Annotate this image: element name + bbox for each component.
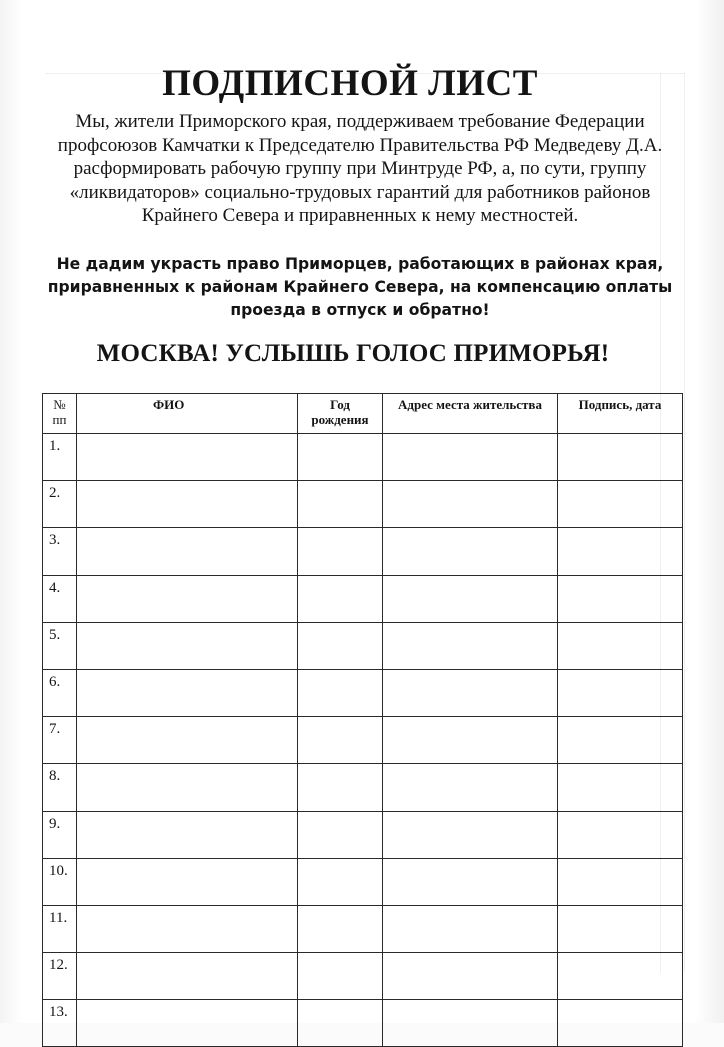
- row-number: 4.: [43, 575, 77, 622]
- signature-cell[interactable]: [558, 528, 683, 575]
- fio-cell[interactable]: [77, 481, 298, 528]
- header-signature: Подпись, дата: [558, 394, 683, 434]
- signature-cell[interactable]: [558, 575, 683, 622]
- birth-year-cell[interactable]: [298, 575, 383, 622]
- birth-year-cell[interactable]: [298, 717, 383, 764]
- row-number: 12.: [43, 953, 77, 1000]
- row-number: 7.: [43, 717, 77, 764]
- address-cell[interactable]: [383, 434, 558, 481]
- address-cell[interactable]: [383, 1000, 558, 1047]
- birth-year-cell[interactable]: [298, 669, 383, 716]
- fio-cell[interactable]: [77, 1000, 298, 1047]
- fio-cell[interactable]: [77, 717, 298, 764]
- table-row: [43, 905, 683, 952]
- signature-cell[interactable]: [558, 622, 683, 669]
- fio-cell[interactable]: [77, 434, 298, 481]
- birth-year-cell[interactable]: [298, 905, 383, 952]
- fio-cell[interactable]: [77, 858, 298, 905]
- fio-cell[interactable]: [77, 953, 298, 1000]
- page-title: ПОДПИСНОЙ ЛИСТ: [162, 63, 538, 104]
- signature-cell[interactable]: [558, 717, 683, 764]
- signature-cell[interactable]: [558, 764, 683, 811]
- slogan-text: Не дадим украсть право Приморцев, работающих в районах края, приравненных к районам Крайнего Севера, на компенсацию оплаты проезда в отпуск и обратно!: [47, 255, 673, 320]
- address-cell[interactable]: [383, 764, 558, 811]
- birth-year-cell[interactable]: [298, 434, 383, 481]
- address-cell[interactable]: [383, 575, 558, 622]
- fio-cell[interactable]: [77, 905, 298, 952]
- header-num: № пп: [43, 394, 77, 434]
- birth-year-cell[interactable]: [298, 764, 383, 811]
- fio-cell[interactable]: [77, 669, 298, 716]
- signature-cell[interactable]: [558, 481, 683, 528]
- birth-year-cell[interactable]: [298, 953, 383, 1000]
- table-row: [43, 669, 683, 716]
- table-row: [43, 764, 683, 811]
- row-number: 2.: [43, 481, 77, 528]
- address-cell[interactable]: [383, 717, 558, 764]
- signature-cell[interactable]: [558, 858, 683, 905]
- table-row: [43, 434, 683, 481]
- table-row: [43, 858, 683, 905]
- table-row: [43, 717, 683, 764]
- signature-cell[interactable]: [558, 669, 683, 716]
- signature-table: [42, 393, 683, 1047]
- row-number: 6.: [43, 669, 77, 716]
- row-number: 3.: [43, 528, 77, 575]
- fio-cell[interactable]: [77, 575, 298, 622]
- birth-year-cell[interactable]: [298, 858, 383, 905]
- row-number: 9.: [43, 811, 77, 858]
- row-number: 13.: [43, 1000, 77, 1047]
- birth-year-cell[interactable]: [298, 811, 383, 858]
- address-cell[interactable]: [383, 953, 558, 1000]
- signature-cell[interactable]: [558, 905, 683, 952]
- signature-cell[interactable]: [558, 1000, 683, 1047]
- fio-cell[interactable]: [77, 764, 298, 811]
- table-row: [43, 953, 683, 1000]
- address-cell[interactable]: [383, 811, 558, 858]
- header-birth-year: Год рождения: [298, 394, 383, 434]
- call-heading: МОСКВА! УСЛЫШЬ ГОЛОС ПРИМОРЬЯ!: [96, 340, 610, 367]
- address-cell[interactable]: [383, 669, 558, 716]
- address-cell[interactable]: [383, 528, 558, 575]
- row-number: 1.: [43, 434, 77, 481]
- signature-cell[interactable]: [558, 434, 683, 481]
- signature-cell[interactable]: [558, 953, 683, 1000]
- row-number: 10.: [43, 858, 77, 905]
- address-cell[interactable]: [383, 481, 558, 528]
- birth-year-cell[interactable]: [298, 528, 383, 575]
- birth-year-cell[interactable]: [298, 622, 383, 669]
- header-address: Адрес места жительства: [383, 394, 558, 434]
- fio-cell[interactable]: [77, 622, 298, 669]
- address-cell[interactable]: [383, 858, 558, 905]
- table-row: [43, 575, 683, 622]
- table-row: [43, 528, 683, 575]
- table-row: [43, 622, 683, 669]
- birth-year-cell[interactable]: [298, 481, 383, 528]
- header-fio: ФИО: [77, 394, 298, 434]
- row-number: 8.: [43, 764, 77, 811]
- table-row: [43, 811, 683, 858]
- table-header-row: [43, 394, 683, 434]
- fio-cell[interactable]: [77, 528, 298, 575]
- show-through-line: [684, 73, 685, 973]
- signature-cell[interactable]: [558, 811, 683, 858]
- intro-text: Мы, жители Приморского края, поддерживаем требование Федерации профсоюзов Камчатки к Председателю Правительства РФ Медведеву Д.А. расформировать рабочую группу при Минтруде РФ, а, по сути, группу «ликвидаторов» социально-трудовых гарантий для работников районов Крайнего Севера и приравненных к нему местностей.: [57, 111, 663, 227]
- row-number: 5.: [43, 622, 77, 669]
- fio-cell[interactable]: [77, 811, 298, 858]
- address-cell[interactable]: [383, 622, 558, 669]
- row-number: 11.: [43, 905, 77, 952]
- address-cell[interactable]: [383, 905, 558, 952]
- table-row: [43, 481, 683, 528]
- birth-year-cell[interactable]: [298, 1000, 383, 1047]
- table-row: [43, 1000, 683, 1047]
